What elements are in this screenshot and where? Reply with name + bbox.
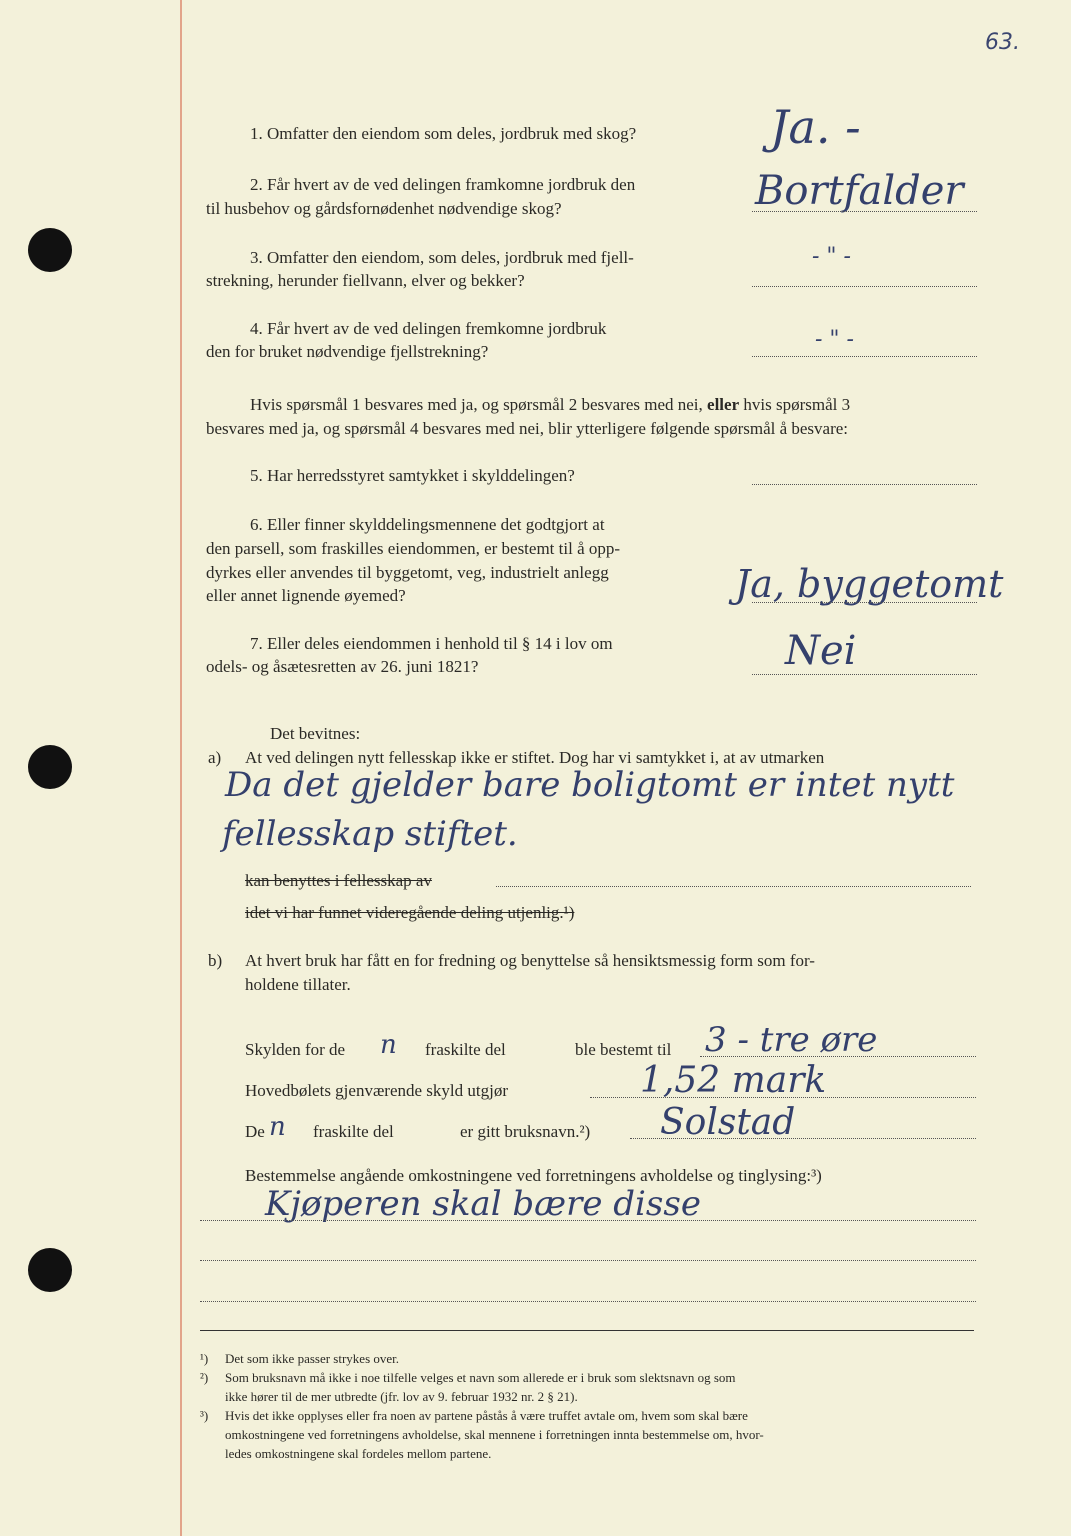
bruk-label-a: De [245,1122,265,1141]
bruk-hand-n: n [269,1112,286,1142]
attest-b-line1: At hvert bruk har fått en for fredning og benyttelse så hensiktsmessig form som for- [245,951,815,970]
binder-hole-middle [28,745,72,789]
skyld-label-c: ble bestemt til [575,1040,672,1059]
bruk-line [630,1138,976,1139]
footnote-3-line2: omkostningene ved forretningens avholdelse, skal mennene i forretningen innta bestemmelse om, hvor- [225,1427,764,1442]
bestem-label: Bestemmelse angående omkostningene ved forretningens avholdelse og tinglysing:³) [245,1166,822,1185]
binder-hole-bottom [28,1248,72,1292]
conditional-text-a: Hvis spørsmål 1 besvares med ja, og spørsmål 2 besvares med nei, [250,395,703,414]
attest-a-text: At ved delingen nytt fellesskap ikke er stiftet. Dog har vi samtykket i, at av utmarken [245,748,825,767]
question-4-line1: 4. Får hvert av de ved delingen fremkomne jordbruk [250,319,607,338]
question-6-line3: dyrkes eller anvendes til byggetomt, veg, industrielt anlegg [206,563,609,582]
skyld-label-b: fraskilte del [425,1040,506,1059]
attest-heading: Det bevitnes: [270,724,361,743]
hoved-value: 1,52 mark [640,1060,827,1101]
conditional-text-b: hvis spørsmål 3 [743,395,851,414]
answer-line-4 [752,356,977,357]
conditional-bold-eller: eller [707,395,740,414]
question-3-line2: strekning, herunder fiellvann, elver og bekker? [206,271,525,290]
conditional-line2: besvares med ja, og spørsmål 4 besvares med nei, blir ytterligere følgende spørsmål å besvare: [206,419,849,438]
question-2-line1: 2. Får hvert av de ved delingen framkomne jordbruk den [250,175,636,194]
attest-a-label: a) [208,748,222,767]
question-5-text: 5. Har herredsstyret samtykket i skylddelingen? [250,466,575,485]
question-1-answer: Ja. - [770,100,861,154]
footnote-2-line2: ikke hører til de mer utbredte (jfr. lov av 9. februar 1932 nr. 2 § 21). [225,1389,578,1404]
answer-line-5 [752,484,977,485]
question-4-answer: - " - [815,327,854,352]
bruk-label-b: fraskilte del [313,1122,394,1141]
question-6-line1: 6. Eller finner skylddelingsmennene det godtgjort at [250,515,605,534]
question-4-line2: den for bruket nødvendige fjellstrekning? [206,342,489,361]
hoved-line [590,1097,976,1098]
binder-hole-top [28,228,72,272]
skyld-value: 3 - tre øre [705,1020,878,1060]
skyld-line [700,1056,976,1057]
bestem-line-2 [200,1260,976,1261]
margin-line [180,0,182,1536]
attest-a-struck-2: idet vi har funnet videregående deling utjenlig.¹) [245,903,575,922]
answer-line-2 [752,211,977,212]
bestem-line-1 [200,1220,976,1221]
bruk-label-c: er gitt bruksnavn.²) [460,1122,591,1141]
attest-a-line [496,886,971,887]
footnote-1-line1: Det som ikke passer strykes over. [225,1351,400,1366]
footnote-2-mark: ²) [200,1370,209,1385]
bestem-value: Kjøperen skal bære disse [265,1184,701,1224]
footnote-rule [200,1330,974,1331]
attest-a-handwritten-2: fellesskap stiftet. [222,814,518,854]
conditional-line1 [250,395,850,415]
footnote-3-mark: ³) [200,1408,209,1423]
question-7-line1: 7. Eller deles eiendommen i henhold til § 14 i lov om [250,634,613,653]
question-6-line2: den parsell, som fraskilles eiendommen, er bestemt til å opp- [206,539,621,558]
attest-b-line2: holdene tillater. [245,975,351,994]
bestem-line-3 [200,1301,976,1302]
question-2-answer: Bortfalder [755,168,964,214]
attest-a-handwritten-1: Da det gjelder bare boligtomt er intet nytt [225,765,955,805]
answer-line-7 [752,674,977,675]
attest-a-struck-1: kan benyttes i fellesskap av [245,871,432,890]
question-6-line4: eller annet lignende øyemed? [206,586,406,605]
question-3-line1: 3. Omfatter den eiendom, som deles, jordbruk med fjell- [250,248,634,267]
skyld-label-a: Skylden for de [245,1040,346,1059]
answer-line-3 [752,286,977,287]
footnote-3-line3: ledes omkostningene skal fordeles mellom partene. [225,1446,492,1461]
question-7-answer: Nei [785,628,857,674]
bruk-value: Solstad [660,1102,796,1143]
attest-b-label: b) [208,951,223,970]
skyld-hand-n: n [380,1030,397,1060]
question-6-answer: Ja, byggetomt [735,562,1004,606]
page-number: 63. [985,30,1020,55]
question-7-line2: odels- og åsætesretten av 26. juni 1821? [206,657,479,676]
footnote-3-line1: Hvis det ikke opplyses eller fra noen av partene påstås å være truffet avtale om, hvem som skal bære [225,1408,748,1423]
question-1-text: 1. Omfatter den eiendom som deles, jordbruk med skog? [250,124,637,143]
footnote-2-line1: Som bruksnavn må ikke i noe tilfelle velges et navn som allerede er i bruk som slektsnavn og som [225,1370,736,1385]
hoved-label: Hovedbølets gjenværende skyld utgjør [245,1081,508,1100]
footnote-1-mark: ¹) [200,1351,209,1366]
question-2-line2: til husbehov og gårdsfornødenhet nødvendige skog? [206,199,562,218]
question-3-answer: - " - [812,244,851,269]
answer-line-6 [752,602,977,603]
